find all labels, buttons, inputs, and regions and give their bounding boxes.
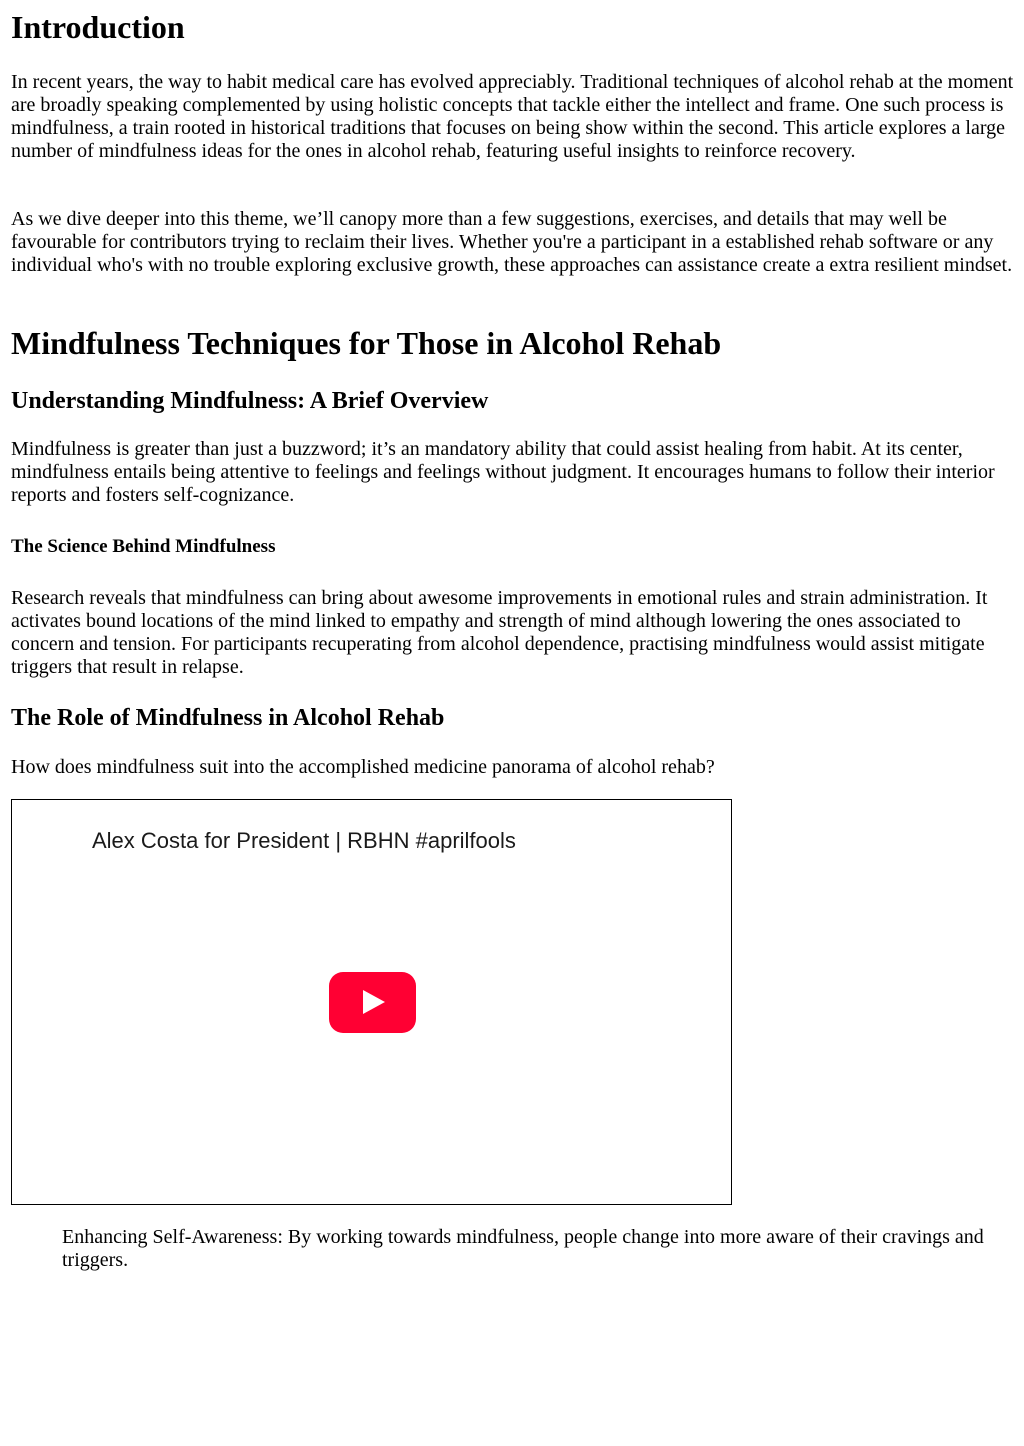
understanding-paragraph: Mindfulness is greater than just a buzzword; it’s an mandatory ability that could assist healing from habit. At its center, mindfulness entails being attentive to feelings and feelings without judgment. It encourages humans to follow their interior reports and fosters self-cognizance. bbox=[11, 438, 995, 506]
understanding-heading: Understanding Mindfulness: A Brief Overview bbox=[11, 388, 489, 414]
intro-paragraph-2: As we dive deeper into this theme, we’ll canopy more than a few suggestions, exercises, and details that may well be favourable for contributors trying to reclaim their lives. Whether you're a participant in a established rehab software or any individual who's with no trouble exploring exclusive growth, these approaches can assistance create a extra resilient mindset. bbox=[11, 208, 1013, 276]
play-triangle-icon bbox=[363, 990, 385, 1014]
intro-heading: Introduction bbox=[11, 9, 185, 45]
science-paragraph: Research reveals that mindfulness can bring about awesome improvements in emotional rules and strain administration. It activates bound locations of the mind linked to empathy and strength of mind although lowering the ones associated to concern and tension. For participants recuperating from alcohol dependence, practising mindfulness would assist mitigate triggers that result in relapse. bbox=[11, 587, 988, 678]
video-embed[interactable] bbox=[11, 799, 732, 1205]
benefits-list bbox=[11, 1226, 1015, 1272]
science-heading: The Science Behind Mindfulness bbox=[11, 536, 276, 557]
role-paragraph: How does mindfulness suit into the accomplished medicine panorama of alcohol rehab? bbox=[11, 756, 715, 778]
role-heading: The Role of Mindfulness in Alcohol Rehab bbox=[11, 705, 445, 731]
video-title[interactable]: Alex Costa for President | RBHN #aprilfools bbox=[92, 828, 516, 853]
main-heading: Mindfulness Techniques for Those in Alcohol Rehab bbox=[11, 325, 722, 361]
intro-paragraph-1: In recent years, the way to habit medical care has evolved appreciably. Traditional techniques of alcohol rehab at the moment are broadly speaking complemented by using holistic concepts that tackle either the intellect and frame. One such process is mindfulness, a train rooted in historical traditions that focuses on being show within the second. This article explores a large number of mindfulness ideas for the ones in alcohol rehab, featuring useful insights to reinforce recovery. bbox=[11, 71, 1014, 162]
list-item: Enhancing Self-Awareness: By working towards mindfulness, people change into more aware of their cravings and triggers. bbox=[62, 1226, 984, 1271]
youtube-play-icon[interactable] bbox=[329, 972, 416, 1033]
